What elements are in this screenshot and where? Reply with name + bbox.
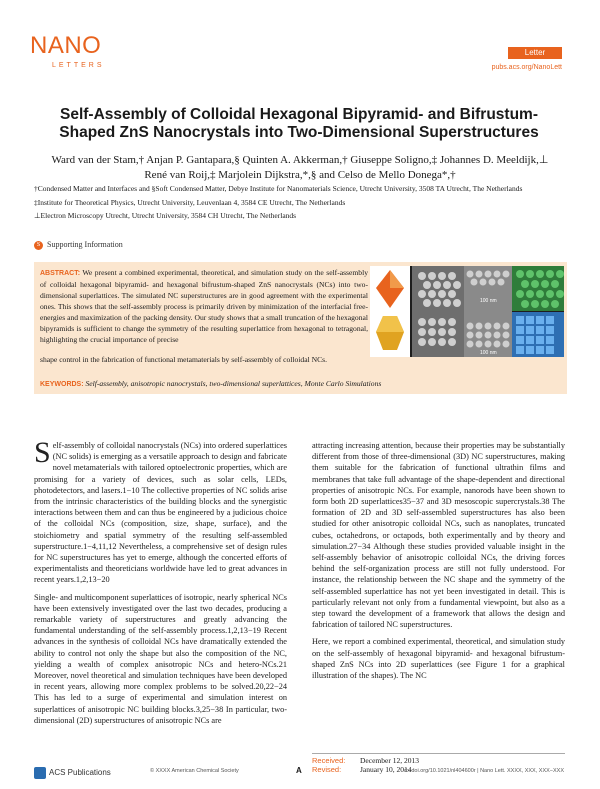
- drop-cap: S: [34, 436, 51, 469]
- body-paragraph: Here, we report a combined experimental, theoretical, and simulation study on the self-assembly of hexagonal bipyramid- and hexagonal bifrustum-shaped ZnS NCs into 2D superlattices (see Figure 1 for a graphical illustration of the shapes). The NC: [312, 637, 565, 681]
- scale-bar-label-1: 100 nm: [480, 298, 497, 304]
- keywords-label: KEYWORDS:: [40, 381, 84, 388]
- toc-graphic: [370, 266, 564, 357]
- acs-icon: [34, 767, 46, 779]
- body-text: elf-assembly of colloidal nanocrystals (NCs) into ordered superlattices (NC solids) is emerging as a versatile approach to design and fabricate novel metamaterials with tailored optoelectronic properties, which are promising for a variety of devices, such as solar cells, LEDs, photodetectors, and lasers.1−10 The collective properties of NC solids arise from the intrinsic characteristics of the building blocks and the synergistic interactions between them and can thus be engineered by a judicious choice of the colloidal NCs (composition, size, shape, surface), and the stoichiometry and spatial symmetry of the resulting self-assembled superstructure.1−4,11,12 Nevertheless, a comprehensive set of design rules for NC superstructures has yet to emerge, although the concerted efforts of experimentalists and theoreticians worldwide have led to great advances in recent years.1,2,13−20: [34, 441, 288, 585]
- body-paragraph: Single- and multicomponent superlattices of isotropic, nearly spherical NCs have been extensively investigated over the last two decades, producing a remarkable variety of superstructures and greatly advancing the fundamental understanding of the self-assembly process.1,2,13−19 Recent advances in the synthesis of colloidal NCs have dramatically extended the ability to control not only the shape but also the composition of the NC, yielding a wealth of complex anisotropic NCs and hetero-NCs.21 Moreover, novel theoretical and simulation techniques have been developed in recent years, allowing more complex problems to be solved.20,22−24 This has led to a surge of experimental and simulation interest on superlattices of anisotropic NC building blocks.3,25−38 In particular, two-dimensional (2D) superstructures of anisotropic NCs are: [34, 592, 287, 725]
- abstract-text-continued: shape control in the fabrication of functional metamaterials by self-assembly of colloidal NCs.: [40, 355, 328, 364]
- author-list: Ward van der Stam,† Anjan P. Gantapara,§ Quinten A. Akkerman,† Giuseppe Soligno,‡ Johannes D. Meeldijk,⊥ René van Roij,‡ Marjolein Dijkstra,*,§ and Celso de Mello Donega*,†: [51, 154, 549, 181]
- affiliation-2: ‡Institute for Theoretical Physics, Utrecht University, Leuvenlaan 4, 3584 CE Utrecht, The Netherlands: [34, 197, 346, 207]
- paper-title: Self-Assembly of Colloidal Hexagonal Bipyramid- and Bifrustum-Shaped ZnS Nanocrystals into Two-Dimensional Superstructures: [59, 106, 539, 141]
- received-label: Received:: [312, 756, 346, 765]
- received-date: December 12, 2013: [360, 756, 419, 765]
- supporting-info-link[interactable]: [34, 240, 123, 250]
- journal-logo: [30, 32, 105, 69]
- journal-logo-main: NANO: [30, 32, 102, 59]
- toc-graphic-svg: [370, 266, 564, 357]
- body-paragraph: attracting increasing attention, because their properties may be substantially different from those of three-dimensional (3D) NC superstructures, making them suitable for the fabrication of functional ultrathin films and membranes that take full advantage of the shape-dependent and directional properties of anisotropic NCs. For example, nanorods have been shown to form both 2D superlattices35−37 and 3D mesoscopic supercrystals.38 The formation of 2D and 3D self-assembled superstructures has also been studied for other anisotropic colloidal NCs, such as nanoplates, truncated cubes, octahedrons, or octapods, both experimentally and by theory and simulation.27−34 Although these studies provided valuable insight in the self-assembly behavior of anisotropic colloidal NCs, the driving forces behind the self-organization process are still not fully understood. For instance, the relationship between the NC shape and the symmetry of the self-assembled superlattice has not yet been investigated in detail. This is particularly relevant not only from a fundamental viewpoint, but also as a step toward the development of a framework that allows the design and fabrication of tailored NC superstructures.: [312, 441, 565, 630]
- revised-date: January 10, 2014: [360, 765, 412, 774]
- scale-bar-label-2: 100 nm: [480, 350, 497, 356]
- journal-url[interactable]: pubs.acs.org/NanoLett: [491, 64, 562, 71]
- revised-label: Revised:: [312, 765, 342, 774]
- journal-logo-sub: LETTERS: [52, 62, 105, 69]
- abstract-text: [40, 267, 368, 345]
- publisher-name: ACS Publications: [49, 768, 111, 778]
- doi-citation[interactable]: dx.doi.org/10.1021/nl404600r | Nano Lett. XXXX, XXX, XXX−XXX: [404, 768, 564, 774]
- abstract-label: ABSTRACT:: [40, 270, 81, 277]
- body-column-left: [34, 436, 288, 732]
- affiliation-3: ⊥Electron Microscopy Utrecht, Utrecht University, 3584 CH Utrecht, The Netherlands: [34, 211, 297, 220]
- page-number: A: [296, 766, 302, 775]
- abstract-body: We present a combined experimental, theoretical, and simulation study on the self-assembly of colloidal hexagonal bipyramid- and hexagonal bifrustum-shaped ZnS nanocrystals (NCs) into two-dimensional superlattices. The simulated NC superstructures are in good agreement with the experimental ones. This shows that the self-assembly process is primarily driven by minimization of the interfacial free-energies and maximization of the packing density. Our study shows that a small truncation of the hexagonal bipyramids is sufficient to change the symmetry of the resulting superlattice from hexagonal to tetragonal, highlighting the crucial importance of precise: [40, 268, 368, 344]
- affiliation-1: †Condensed Matter and Interfaces and §Soft Condensed Matter, Debye Institute for Nanomaterials Science, Utrecht University, 3508 TA Utrecht, The Netherlands: [34, 184, 523, 193]
- copyright: © XXXX American Chemical Society: [150, 768, 239, 774]
- keywords: [40, 378, 560, 390]
- supporting-info-label: Supporting Information: [47, 240, 123, 249]
- publisher-logo: [34, 767, 111, 779]
- affiliations: [34, 183, 564, 224]
- body-column-right: [312, 440, 565, 687]
- article-type-badge: Letter: [508, 47, 562, 59]
- keywords-list: Self-assembly, anisotropic nanocrystals, two-dimensional superlattices, Monte Carlo Simulations: [85, 379, 382, 388]
- body-paragraph: [34, 436, 288, 586]
- supporting-info-icon: S: [34, 241, 43, 250]
- dates-divider: [312, 753, 565, 754]
